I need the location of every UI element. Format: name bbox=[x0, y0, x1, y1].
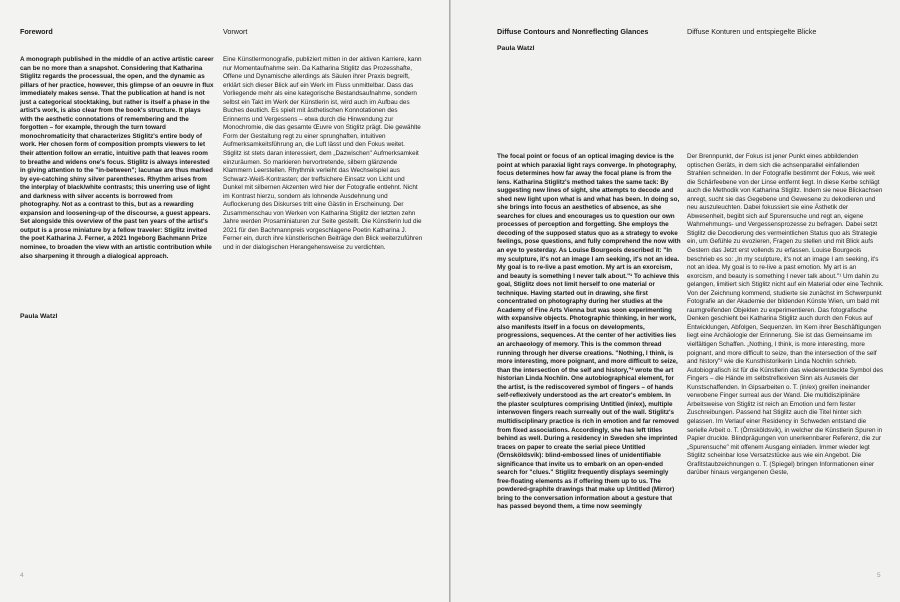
right-page bbox=[451, 0, 900, 602]
left-page bbox=[0, 0, 449, 602]
foreword-body-de: Eine Künstlermonografie, publiziert mitten in der aktiven Karriere, kann nur Momentaufnahme sein. Da Katharina Stiglitz das Prozesshafte, Offene und Dynamische allerdings als Säulen ihrer Praxis begreift, erklärt sich dieser Blick auf ein Werk im Fluss unmittelbar. Dass das Vorliegende mehr als eine kategorische Bestandsaufnahme, sondern selbst ein Takt im Werk der Künstlerin ist, wird auch im Aufbau des Buches deutlich. Es spielt mit ästhetischen Konnotationen des Erinnerns und Vergessens – etwa durch die Hinwendung zur Monochromie, die das gesamte Œuvre von Stiglitz prägt. Die gewählte Form der Gestaltung regt zu einer sprunghaften, intuitiven Aufmerksamkeitsführung an, die Luft lässt und den Fokus weitet. Stiglitz ist stets daran interessiert, dem „Dazwischen" Aufmerksamkeit einzuräumen. So markieren hervortretende, silbern glänzende Klammern Leerstellen. Rhythmik verleiht das Wechselspiel aus Schwarz-Weiß-Kontrasten; der treffsichere Einsatz von Licht und Dunkel mit silbernen Akzenten wird hier der Fotografie entlehnt. Nicht im Kontrast hierzu, sondern als lohnende Ausdehnung und Auflockerung des Diskurses tritt eine Gästin in Erscheinung. Der Zusammenschau von Werken von Katharina Stiglitz der letzten zehn Jahre werden Prosaminiaturen zur Seite gestellt. Die Künstlerin lud die 2021 für den Bachmannpreis vorgeschlagene Poetin Katharina J. Ferner ein, durch ihre künstlerischen Beiträge den Blick weiterzuführen und in der dialogischen Herangehensweise zu verdichten. bbox=[223, 56, 423, 252]
essay-body-de: Der Brennpunkt, der Fokus ist jener Punkt eines abbildenden optischen Geräts, in dem sich die achsenparallel einfallenden Strahlen schneiden. In der Fotografie bestimmt der Fokus, wie weit die Schärfeebene von der Linse entfernt liegt. In diese Kerbe schlägt auch die Methodik von Katharina Stiglitz. Indem sie neue Blickachsen anregt, sucht sie das Gegebene und Gewesene zu dekodieren und neu auszuleuchten. Dabei fokussiert sie eine Ästhetik der Abwesenheit, begibt sich auf Spurensuche und regt an, eigene Wahrnehmungs- und Vergessensprozesse zu befragen. Dabei setzt Stiglitz die Decodierung des vermeintlichen Status quo als Strategie ein, um Gefühle zu evozieren, Fragen zu stellen und mit Blick aufs Gestern das Jetzt erst vollends zu erfassen. Louise Bourgeois beschrieb es so: „In my sculpture, it's not an image I am seeking, it's not an idea. My goal is to re-live a past emotion. My art is an exorcism, and beauty is something I never talk about."¹ Um dahin zu gelangen, limitiert sich Stiglitz nicht auf ein Material oder eine Technik. Von der Zeichnung kommend, studierte sie zunächst im Schwerpunkt Fotografie an der Akademie der bildenden Künste Wien, um bald mit raumgreifenden Objekten zu experimentieren. Das fotografische Denken geschieht bei Katharina Stiglitz auch durch den Fokus auf Entwicklungen, Abfolgen, Sequenzen. Im Kern ihrer Beschäftigungen liegt eine Archäologie der Erinnerung. Sie ist das Gemeinsame im vielfältigen Schaffen. „Nothing, I think, is more interesting, more poignant, and more difficult to seize, than the intersection of the self and history"² wie die Kunsthistorikerin Linda Nochlin schrieb. Autobiografisch ist für die Künstlerin das wiederentdeckte Symbol des Fingers – die Hände im selbstreflexiven Sinn als Ausweis der Kunstschaffenden. In Gipsarbeiten o. T. (in/ex) greifen ineinander verwobene Finger surreal aus der Wand. Die multidisziplinäre Arbeitsweise von Stiglitz ist reich an Emotion und fern fester Zuschreibungen. Passend hat Stiglitz auch die Titel hinter sich gelassen. Im Verlauf einer Residency in Schweden entstand die serielle Arbeit o. T. (Örnsköldsvik), in welcher die Künstlerin Spuren in Papier druckte. Blindprägungen von unerkennbarer Referenz, die zur „Spurensuche" mit offenem Ausgang einladen. Immer wieder legt Stiglitz scheinbar lose Versatzstücke aus wie ein Angebot. Die Grafitstaubzeichnungen o. T. (Spiegel) bringen Informationen einer darüber hinaus vergangenen Geste, bbox=[687, 153, 884, 477]
page-number-left: 4 bbox=[20, 572, 24, 579]
essay-title-de: Diffuse Konturen und entspiegelte Blicke bbox=[687, 27, 817, 36]
foreword-author: Paula Watzl bbox=[20, 313, 58, 320]
foreword-heading-en: Foreword bbox=[20, 27, 53, 36]
essay-author: Paula Watzl bbox=[497, 45, 535, 52]
essay-body-en: The focal point or focus of an optical imaging device is the point at which paraxial light rays converge. In photography, focus determines how far away the focal plane is from the lens. Katharina Stiglitz's method takes the same tack: By suggesting new lines of sight, she attempts to decode and shed new light upon what is and what has been. In doing so, she brings into focus an aesthetics of absence, as she searches for clues and encourages us to question our own processes of perception and forgetting. She employs the decoding of the supposed status quo as a strategy to evoke feelings, pose questions, and fully comprehend the now with an eye to yesterday. As Louise Bourgeois described it: "In my sculpture, it's not an image I am seeking, it's not an idea. My goal is to re-live a past emotion. My art is an exorcism, and beauty is something I never talk about."¹ To achieve this goal, Stiglitz does not limit herself to one material or technique. Having started out in drawing, she first concentrated on photography during her studies at the Academy of Fine Arts Vienna but was soon experimenting with expansive objects. Photographic thinking, in her work, also manifests itself in a focus on developments, progressions, sequences. At the center of her activities lies an archaeology of memory. This is the common thread running through her diverse creations. "Nothing, I think, is more interesting, more poignant, and more difficult to seize, than the intersection of the self and history,"² wrote the art historian Linda Nochlin. One autobiographical element, for the artist, is the rediscovered symbol of fingers – of hands self-reflexively understood as the art creator's emblem. In the plaster sculptures comprising Untitled (in/ex), multiple interwoven fingers reach surreally out of the wall. Stiglitz's multidisciplinary practice is rich in emotion and far removed from fixed associations. Accordingly, she has left titles behind as well. During a residency in Sweden she imprinted traces on paper to create the serial piece Untitled (Örnsköldsvik): blind-embossed lines of unidentifiable significance that invite us to embark on an open-ended search for "clues." Stiglitz frequently displays seemingly free-floating elements as if offering them up to us. The powdered-graphite drawings that make up Untitled (Mirror) bring to the conversation information about a gesture that has passed beyond them, a time now seemingly bbox=[497, 153, 681, 511]
foreword-heading-de: Vorwort bbox=[223, 27, 248, 36]
page-number-right: 5 bbox=[877, 572, 881, 579]
foreword-body-en: A monograph published in the middle of an active artistic career can be no more than a snapshot. Considering that Katharina Stiglitz regards the processual, the open, and the dynamic as pillars of her practice, however, this glimpse of an oeuvre in flux immediately makes sense. That the publication at hand is not just a categorical stocktaking, but rather is itself a phase in the artist's work, is also clear from the book's structure. It plays with the aesthetic connotations of remembering and the forgotten – for example, through the turn toward monochromaticity that characterizes Stiglitz's entire body of work. Her chosen form of composition prompts viewers to let their attention follow an erratic, intuitive path that leaves room to breathe and widens one's focus. Stiglitz is always interested in giving attention to the "in-between"; lacunae are thus marked by eye-catching shiny silver parentheses. Rhythm arises from the interplay of black/white contrasts; this unerring use of light and darkness with silver accents is borrowed from photography. Not as a contrast to this, but as a rewarding expansion and loosening-up of the discourse, a guest appears. Set alongside this overview of the past ten years of the artist's output is a prose miniature by a fellow traveler: Stiglitz invited the poet Katharina J. Ferner, a 2021 Ingeborg Bachmann Prize nominee, to broaden the view with an artistic contribution while also sharpening it through a dialogical approach. bbox=[20, 56, 214, 260]
essay-title-en: Diffuse Contours and Nonreflecting Glances bbox=[497, 27, 649, 36]
